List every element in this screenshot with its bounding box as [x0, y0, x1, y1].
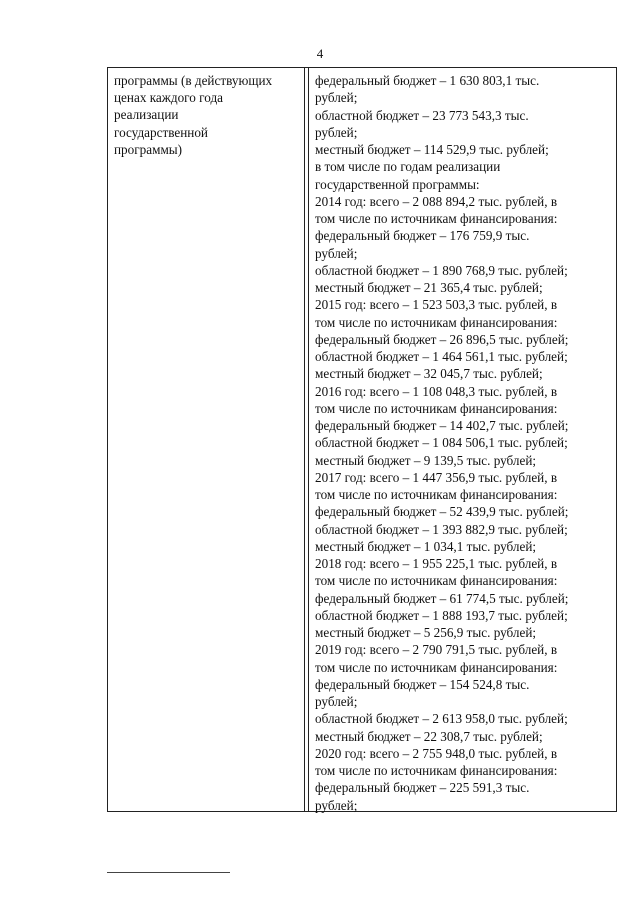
- funding-line: федеральный бюджет – 1 630 803,1 тыс.: [315, 73, 540, 88]
- funding-line: местный бюджет – 1 034,1 тыс. рублей;: [315, 538, 537, 554]
- funding-line: местный бюджет – 22 308,7 тыс. рублей;: [315, 728, 543, 744]
- funding-line: федеральный бюджет – 176 759,9 тыс.: [315, 228, 530, 244]
- funding-line: 2016 год: всего – 1 108 048,3 тыс. рублей, в: [315, 383, 558, 399]
- funding-line: том числе по источникам финансирования:: [315, 573, 558, 589]
- funding-line: областной бюджет – 1 393 882,9 тыс. рублей;: [315, 521, 568, 537]
- funding-line: 2014 год: всего – 2 088 894,2 тыс. рублей, в: [315, 193, 558, 209]
- funding-line: местный бюджет – 9 139,5 тыс. рублей;: [315, 452, 537, 468]
- funding-line: том числе по источникам финансирования:: [315, 659, 558, 675]
- funding-line: областной бюджет – 2 613 958,0 тыс. рублей;: [315, 711, 568, 727]
- funding-line: областной бюджет – 1 888 193,7 тыс. рублей;: [315, 607, 568, 623]
- funding-line: рублей;: [315, 90, 358, 106]
- funding-line: 2019 год: всего – 2 790 791,5 тыс. рублей, в: [315, 642, 558, 658]
- program-label-line: государственной: [114, 124, 208, 140]
- funding-values-cell: [315, 72, 615, 814]
- footnote-separator: [107, 872, 230, 873]
- funding-line: областной бюджет – 23 773 543,3 тыс.: [315, 107, 529, 123]
- funding-line: рублей;: [315, 245, 358, 261]
- funding-line: рублей;: [315, 694, 358, 709]
- funding-line: том числе по источникам финансирования:: [315, 211, 558, 226]
- funding-line: местный бюджет – 32 045,7 тыс. рублей;: [315, 366, 543, 382]
- funding-line: федеральный бюджет – 154 524,8 тыс.: [315, 676, 530, 692]
- funding-line: федеральный бюджет – 26 896,5 тыс. рублей;: [315, 331, 569, 347]
- page-number: 4: [316, 46, 324, 61]
- program-label-line: реализации: [114, 107, 179, 123]
- funding-line: 2020 год: всего – 2 755 948,0 тыс. рублей, в: [315, 745, 558, 761]
- funding-line: областной бюджет – 1 084 506,1 тыс. рублей;: [315, 435, 568, 451]
- funding-line: 2017 год: всего – 1 447 356,9 тыс. рублей, в: [315, 469, 558, 485]
- program-label-line: программы (в действующих: [114, 73, 273, 88]
- funding-line: 2015 год: всего – 1 523 503,3 тыс. рублей, в: [315, 297, 558, 313]
- funding-line: областной бюджет – 1 890 768,9 тыс. рублей;: [315, 262, 568, 278]
- funding-line: том числе по источникам финансирования:: [315, 400, 558, 416]
- funding-line: местный бюджет – 114 529,9 тыс. рублей;: [315, 142, 549, 157]
- program-label-line: ценах каждого года: [114, 90, 224, 106]
- funding-line: государственной программы:: [315, 176, 480, 192]
- funding-table: [107, 67, 617, 812]
- column-divider: [308, 68, 309, 811]
- program-label-line: программы): [114, 141, 183, 157]
- funding-line: 2018 год: всего – 1 955 225,1 тыс. рублей, в: [315, 556, 558, 571]
- funding-line: в том числе по годам реализации: [315, 159, 501, 175]
- funding-line: рублей;: [315, 797, 358, 813]
- funding-line: местный бюджет – 5 256,9 тыс. рублей;: [315, 625, 537, 640]
- funding-line: рублей;: [315, 124, 358, 140]
- funding-line: федеральный бюджет – 225 591,3 тыс.: [315, 780, 530, 796]
- program-label-cell: [114, 72, 299, 158]
- funding-line: федеральный бюджет – 52 439,9 тыс. рублей;: [315, 504, 569, 520]
- funding-line: федеральный бюджет – 61 774,5 тыс. рублей;: [315, 590, 569, 606]
- column-divider-inner: [304, 68, 305, 811]
- funding-line: том числе по источникам финансирования:: [315, 487, 558, 502]
- funding-line: местный бюджет – 21 365,4 тыс. рублей;: [315, 280, 543, 295]
- funding-line: том числе по источникам финансирования:: [315, 314, 558, 330]
- funding-line: федеральный бюджет – 14 402,7 тыс. рублей;: [315, 418, 569, 433]
- funding-line: том числе по источникам финансирования:: [315, 763, 558, 778]
- funding-line: областной бюджет – 1 464 561,1 тыс. рублей;: [315, 349, 568, 364]
